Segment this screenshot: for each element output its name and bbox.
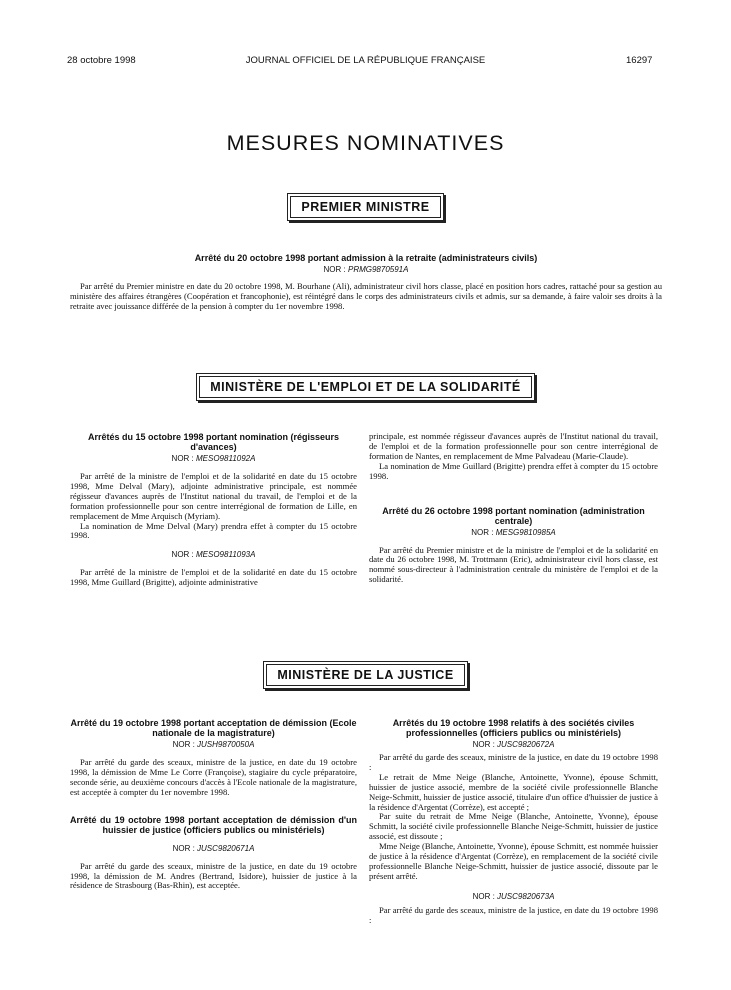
decree-paragraph: Par arrêté du garde des sceaux, ministre de la justice, en date du 19 octobre 1998 :: [369, 904, 658, 925]
decree-paragraph: Par arrêté du Premier ministre et de la ministre de l'emploi et de la solidarité en date du 26 octobre 1998, M. Trottmann (Eric), administrateur civil hors classe, est nommé sous-directeur à l'administration centrale du ministère de l'emploi et de la solidarité.: [369, 544, 658, 585]
header-journal: JOURNAL OFFICIEL DE LA RÉPUBLIQUE FRANÇAISE: [245, 55, 486, 66]
column-left-emploi: [70, 432, 357, 588]
ministry-title: MINISTÈRE DE L'EMPLOI ET DE LA SOLIDARITÉ: [199, 376, 532, 398]
ministry-box-premier-ministre: [0, 193, 731, 221]
ministry-box-emploi-solidarite: [0, 373, 731, 401]
decree-paragraph: Par arrêté du garde des sceaux, ministre de la justice, en date du 19 octobre 1998, la démission de M. Andres (Bertrand, Isidore), huissier de justice à la résidence de Strasbourg (Bas-Rhin), est acceptée.: [70, 860, 357, 891]
decree-paragraph: Par arrêté du garde des sceaux, ministre de la justice, en date du 19 octobre 1998, la démission de Mme Le Corre (Françoise), stagiaire du cycle préparatoire, seconde série, au deuxième concours d'accès à l'Ecole nationale de la magistrature, est acceptée à compter du 1er novembre 1998.: [70, 757, 357, 797]
nor-reference: NOR : MESG9810985A: [471, 527, 556, 537]
column-left-justice: [70, 718, 357, 891]
decree-block-retraite: [70, 253, 662, 312]
ministry-box-justice: [0, 661, 731, 689]
nor-reference: NOR : JUSH9870050A: [172, 740, 255, 749]
decree-paragraph: Par arrêté du Premier ministre en date du 20 octobre 1998, M. Bourhane (Ali), administrateur civil hors classe, placé en position hors cadres, rattaché pour sa gestion au ministère des affaires étrangères (Coopération et francophonie), est réintégré dans le corps des administrateurs civils et admis, sur sa demande, à faire valoir ses droits à la retraite avec jouissance différée de la pension à compter du 1er novembre 1998.: [70, 281, 662, 311]
decree-paragraph: Par arrêté de la ministre de l'emploi et de la solidarité en date du 15 octobre 1998, Mme Guillard (Brigitte), adjointe administrative: [70, 567, 357, 588]
nor-reference: NOR : JUSC9820673A: [472, 891, 555, 901]
page-title: MESURES NOMINATIVES: [226, 131, 505, 155]
header-page-number: 16297: [626, 55, 653, 66]
nor-reference: NOR : JUSC9820672A: [472, 740, 555, 749]
ministry-title: PREMIER MINISTRE: [290, 196, 440, 218]
decree-heading: Arrêtés du 19 octobre 1998 relatifs à des sociétés civiles professionnelles (officiers publics ou ministériels): [392, 718, 635, 738]
nor-reference: NOR : MESO9811092A: [171, 454, 256, 463]
column-right-justice: [369, 718, 658, 926]
decree-paragraph: Mme Neige (Blanche, Antoinette, Yvonne), épouse Schmitt, est nommée huissier de justice à la résidence d'Argentat (Corrèze), en remplacement de la société civile professionnelle Blanche Neige-Schmitt, huissier de justice associé, dissoute par le présent arrêté.: [369, 841, 658, 881]
decree-paragraph: Le retrait de Mme Neige (Blanche, Antoinette, Yvonne), épouse Schmitt, huissier de justice associé, membre de la société civile professionnelle Blanche Neige-Schmitt, huissier de justice associé, titulaire d'un office d'huissier de justice à la résidence d'Argentat (Corrèze), est accepté ;: [369, 771, 658, 812]
decree-paragraph: La nomination de Mme Delval (Mary) prendra effet à compter du 15 octobre 1998.: [70, 520, 357, 541]
decree-heading: Arrêté du 26 octobre 1998 portant nomination (administration centrale): [382, 505, 645, 526]
decree-paragraph: Par suite du retrait de Mme Neige (Blanche, Antoinette, Yvonne), épouse Schmitt, la société civile professionnelle Blanche Neige-Schmitt, huissier de justice associé, est dissoute ;: [369, 811, 658, 842]
decree-heading: Arrêtés du 15 octobre 1998 portant nomination (régisseurs d'avances): [87, 432, 340, 452]
nor-reference: NOR : MESO9811093A: [171, 550, 256, 560]
nor-reference: NOR : PRMG9870591A: [323, 265, 409, 274]
decree-paragraph: La nomination de Mme Guillard (Brigitte) prendra effet à compter du 15 octobre 1998.: [369, 460, 658, 481]
column-right-emploi: [369, 432, 658, 585]
header-date: 28 octobre 1998: [67, 55, 136, 66]
decree-paragraph: principale, est nommée régisseur d'avances auprès de l'Institut national du travail, de l'emploi et de la formation professionnelle pour son centre interrégional de formation de Nantes, en remplacement de Mme Palvadeau (Marie-Claude).: [369, 431, 658, 461]
decree-heading: Arrêté du 19 octobre 1998 portant acceptation de démission (Ecole nationale de la magistrature): [70, 718, 357, 738]
ministry-title: MINISTÈRE DE LA JUSTICE: [266, 664, 464, 686]
decree-heading: Arrêté du 19 octobre 1998 portant acceptation de démission d'un huissier de justice (officiers publics ou ministériels): [70, 814, 357, 835]
decree-heading: Arrêté du 20 octobre 1998 portant admission à la retraite (administrateurs civils): [194, 253, 538, 263]
nor-reference: NOR : JUSC9820671A: [172, 843, 255, 853]
decree-paragraph: Par arrêté de la ministre de l'emploi et de la solidarité en date du 15 octobre 1998, Mme Delval (Mary), adjointe administrative principale, est nommée régisseur d'avances auprès de l'Institut national du travail, de l'emploi et de la formation professionnelle pour son centre interrégional de formation de Lille, en remplacement de Mme Arquisch (Myriam).: [70, 471, 357, 521]
decree-paragraph: Par arrêté du garde des sceaux, ministre de la justice, en date du 19 octobre 1998 :: [369, 752, 658, 772]
